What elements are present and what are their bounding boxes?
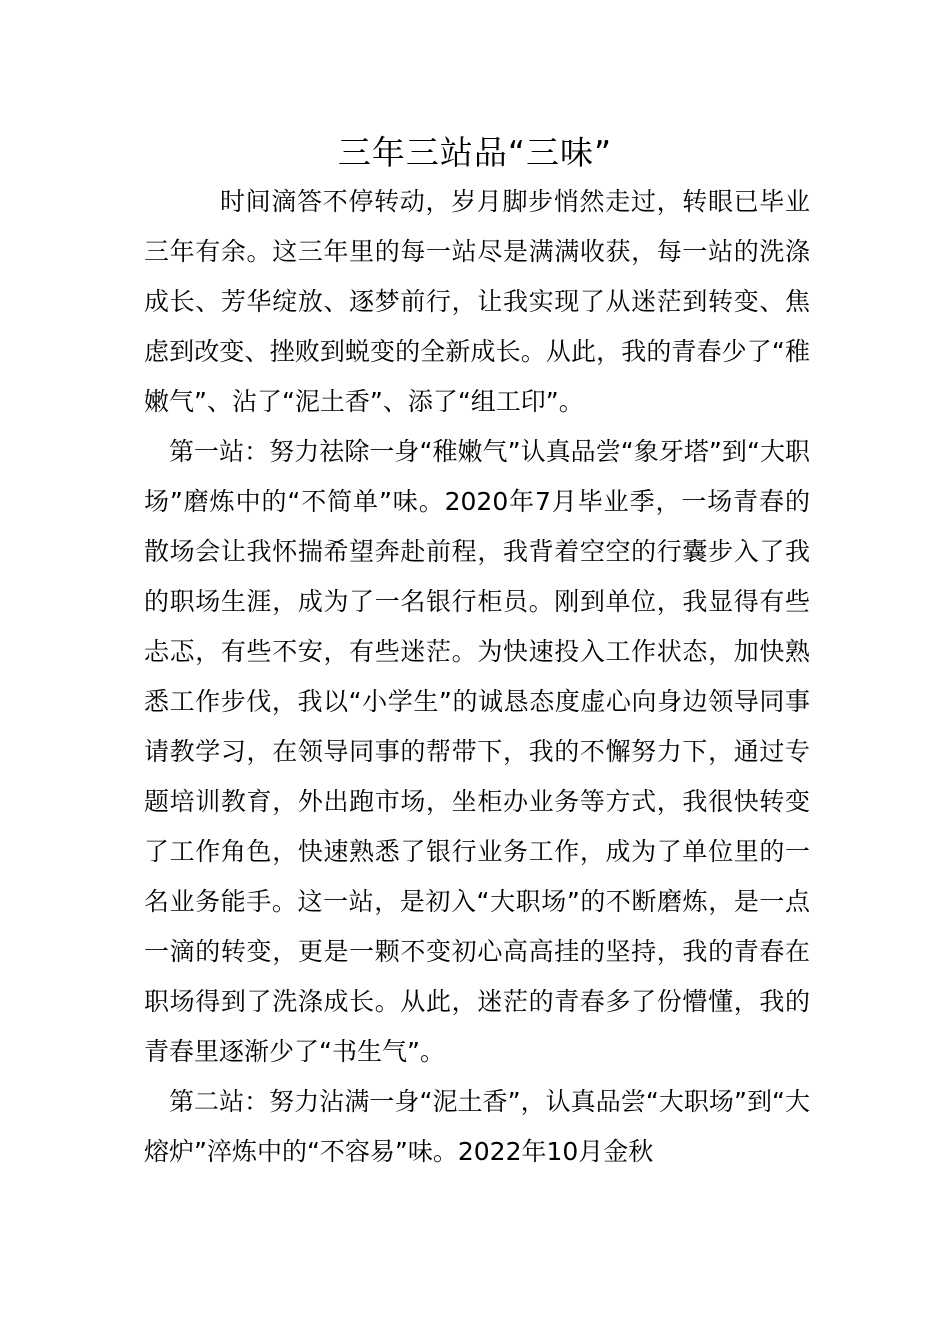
document-body	[144, 177, 810, 1177]
document-title: 三年三站品“三味”	[337, 133, 613, 172]
paragraph-first-stop: 第一站：努力祛除一身“稚嫩气”认真品尝“象牙塔”到“大职场”磨炼中的“不简单”味。2020年7月毕业季，一场青春的散场会让我怀揣希望奔赴前程，我背着空空的行囊步入了我的职场生涯，成为了一名银行柜员。刚到单位，我显得有些忐忑，有些不安，有些迷茫。为快速投入工作状态，加快熟悉工作步伐，我以“小学生”的诚恳态度虚心向身边领导同事请教学习，在领导同事的帮带下，我的不懈努力下，通过专题培训教育，外出跑市场，坐柜办业务等方式，我很快转变了工作角色，快速熟悉了银行业务工作，成为了单位里的一名业务能手。这一站，是初入“大职场”的不断磨炼，是一点一滴的转变，更是一颗不变初心高高挂的坚持，我的青春在职场得到了洗涤成长。从此，迷茫的青春多了份懵懂，我的青春里逐渐少了“书生气”。	[144, 437, 810, 1066]
paragraph-intro: 时间滴答不停转动，岁月脚步悄然走过，转眼已毕业三年有余。这三年里的每一站尽是满满收获，每一站的洗涤成长、芳华绽放、逐梦前行，让我实现了从迷茫到转变、焦虑到改变、挫败到蜕变的全新成长。从此，我的青春少了“稚嫩气”、沾了“泥土香”、添了“组工印”。	[144, 187, 810, 416]
paragraph-second-stop: 第二站：努力沾满一身“泥土香”，认真品尝“大职场”到“大熔炉”淬炼中的“不容易”味。2022年10月金秋	[144, 1087, 810, 1166]
